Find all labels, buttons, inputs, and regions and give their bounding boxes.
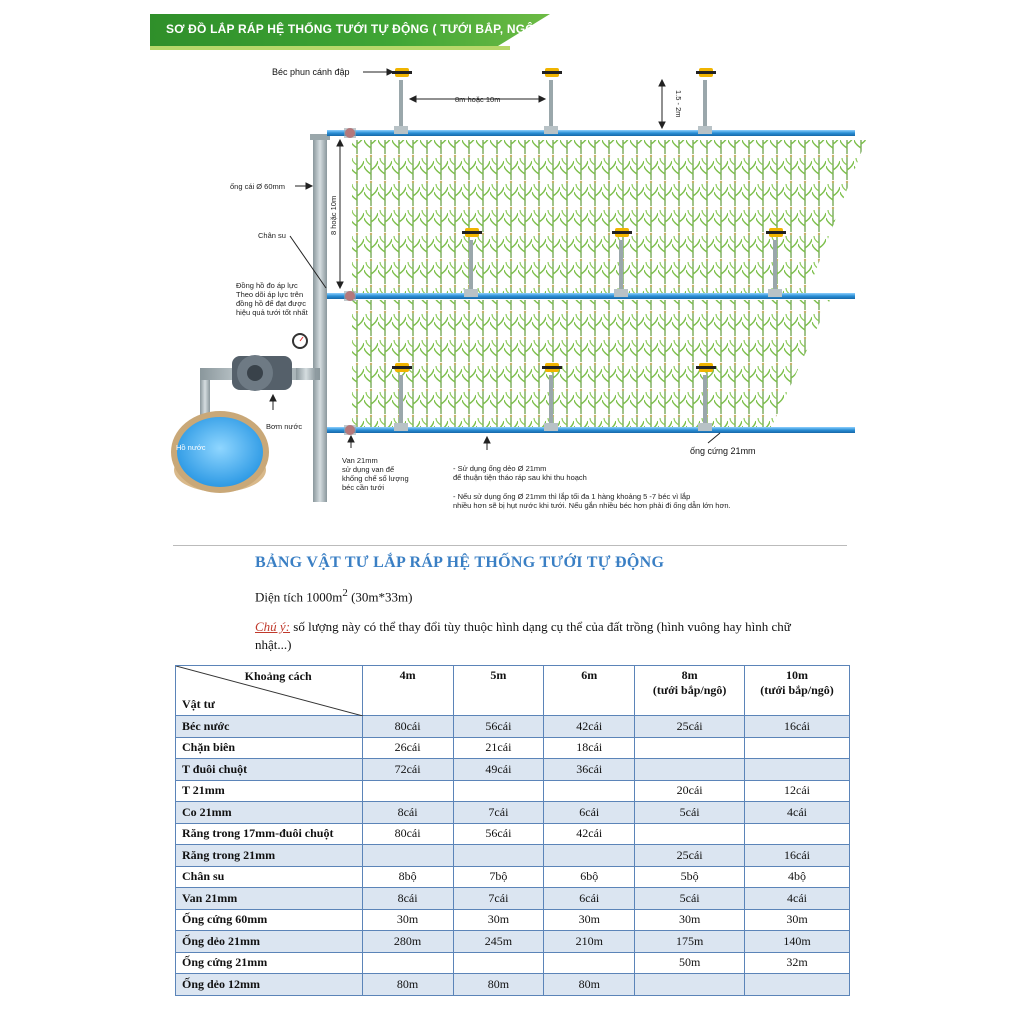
table-cell-value: 4bộ — [745, 866, 850, 888]
table-row — [176, 909, 850, 931]
table-cell-value: 30m — [635, 909, 745, 931]
sprinkler-row-1 — [392, 68, 716, 134]
table-cell-value: 16cái — [745, 845, 850, 867]
table-cell-value: 72cái — [362, 759, 453, 781]
label-spacing: 8m hoặc 10m — [455, 95, 501, 104]
table-cell-value: 140m — [745, 931, 850, 953]
pump-icon — [232, 355, 292, 391]
table-cell-value — [453, 845, 544, 867]
table-cell-value — [635, 737, 745, 759]
table-cell-value: 56cái — [453, 716, 544, 738]
table-cell-value — [745, 759, 850, 781]
corn-field-lower — [352, 300, 830, 430]
table-cell-value: 56cái — [453, 823, 544, 845]
label-height: 1.5 - 2m — [674, 90, 683, 118]
table-cell-value: 42cái — [544, 823, 635, 845]
table-cell-value: 16cái — [745, 716, 850, 738]
table-cell-item: Ống cứng 21mm — [176, 952, 363, 974]
table-cell-value: 36cái — [544, 759, 635, 781]
table-cell-value: 8cái — [362, 802, 453, 824]
table-cell-value: 26cái — [362, 737, 453, 759]
table-cell-item: Ống dẻo 12mm — [176, 974, 363, 996]
label-main-pipe: ống cái Ø 60mm — [230, 182, 286, 191]
label-rigid-pipe: ống cứng 21mm — [690, 446, 756, 456]
area-line — [255, 587, 412, 605]
table-cell-value: 21cái — [453, 737, 544, 759]
table-row — [176, 845, 850, 867]
table-cell-value: 42cái — [544, 716, 635, 738]
table-row — [176, 952, 850, 974]
header-corner-cell — [176, 666, 363, 716]
table-row — [176, 974, 850, 996]
table-cell-value — [453, 952, 544, 974]
table-cell-value: 80cái — [362, 716, 453, 738]
label-note-2a: - Nếu sử dụng ống Ø 21mm thì lắp tối đa 1 hàng khoảng 5 -7 béc vì lắp — [453, 492, 691, 501]
pond-icon — [174, 414, 266, 492]
table-cell-value — [745, 823, 850, 845]
table-cell-item: Răng trong 21mm — [176, 845, 363, 867]
table-cell-value: 4cái — [745, 888, 850, 910]
table-row — [176, 759, 850, 781]
corner-top-label: Khoảng cách — [244, 669, 312, 683]
table-cell-value: 6bộ — [544, 866, 635, 888]
area-suffix: (30m*33m) — [347, 589, 413, 605]
table-cell-value: 80cái — [362, 823, 453, 845]
note-text: số lượng này có thể thay đổi tùy thuộc hình dạng cụ thể của đất trồng (hình vuông hay hình chữ nhật...) — [255, 619, 791, 652]
table-cell-value — [635, 823, 745, 845]
label-row-spacing: 8 hoặc 10m — [329, 195, 338, 235]
table-cell-value: 25cái — [635, 716, 745, 738]
table-cell-value — [453, 780, 544, 802]
table-cell-value: 30m — [362, 909, 453, 931]
column-header-line2: (tưới bắp/ngô) — [652, 683, 727, 697]
table-cell-value: 20cái — [635, 780, 745, 802]
table-cell-value — [635, 974, 745, 996]
table-cell-value: 8bộ — [362, 866, 453, 888]
table-cell-value — [362, 780, 453, 802]
table-cell-value: 210m — [544, 931, 635, 953]
table-cell-value — [362, 952, 453, 974]
table-cell-item: Ống cứng 60mm — [176, 909, 363, 931]
label-valve-2: sử dụng van để — [342, 465, 395, 474]
table-cell-value: 18cái — [544, 737, 635, 759]
table-cell-item: Răng trong 17mm-đuôi chuột — [176, 823, 363, 845]
table-cell-value — [544, 952, 635, 974]
table-cell-value: 32m — [745, 952, 850, 974]
table-header-row — [176, 666, 850, 716]
materials-title: BẢNG VẬT TƯ LẮP RÁP HỆ THỐNG TƯỚI TỰ ĐỘNG — [255, 554, 665, 571]
table-cell-item: Béc nước — [176, 716, 363, 738]
table-cell-value: 8cái — [362, 888, 453, 910]
note-label: Chú ý: — [255, 619, 291, 634]
table-row — [176, 802, 850, 824]
label-note-1b: để thuận tiện tháo ráp sau khi thu hoạch — [453, 473, 587, 482]
table-row — [176, 737, 850, 759]
column-header-line1: 5m — [490, 668, 507, 682]
column-header — [453, 666, 544, 716]
main-pipe — [313, 134, 327, 502]
table-cell-value — [745, 737, 850, 759]
table-row — [176, 716, 850, 738]
section-divider — [173, 545, 847, 546]
table-cell-value: 6cái — [544, 802, 635, 824]
table-row — [176, 823, 850, 845]
column-header — [362, 666, 453, 716]
label-pump: Bơm nước — [266, 422, 303, 431]
table-cell-value — [745, 974, 850, 996]
materials-table — [175, 665, 850, 996]
label-valve-4: béc cần tưới — [342, 483, 385, 492]
label-valve-1: Van 21mm — [342, 456, 378, 465]
table-row — [176, 780, 850, 802]
column-header-line2: (tưới bắp/ngô) — [760, 683, 834, 697]
area-prefix: Diện tích 1000m — [255, 589, 343, 605]
table-cell-item: Ống dẻo 21mm — [176, 931, 363, 953]
label-note-2b: nhiều hơn sẽ bị hụt nước khi tưới. Nếu gắn nhiều béc hơn phải đi ống dẫn lớn hơn. — [453, 501, 731, 510]
column-header — [745, 666, 850, 716]
table-cell-value: 5cái — [635, 888, 745, 910]
table-cell-value: 25cái — [635, 845, 745, 867]
column-header-line1: 10m — [786, 668, 809, 682]
table-cell-value: 80m — [362, 974, 453, 996]
table-cell-value: 6cái — [544, 888, 635, 910]
table-cell-value — [544, 845, 635, 867]
table-cell-value: 280m — [362, 931, 453, 953]
table-cell-item: T 21mm — [176, 780, 363, 802]
label-gauge-3: đồng hồ để đạt được — [236, 299, 306, 308]
column-header — [544, 666, 635, 716]
table-cell-value — [544, 780, 635, 802]
table-cell-value: 50m — [635, 952, 745, 974]
column-header-line1: 8m — [681, 668, 698, 682]
label-pond: Hồ nước — [176, 443, 206, 452]
table-cell-value: 245m — [453, 931, 544, 953]
table-cell-value: 7cái — [453, 888, 544, 910]
table-cell-value — [362, 845, 453, 867]
table-cell-value: 7cái — [453, 802, 544, 824]
table-cell-item: T đuôi chuột — [176, 759, 363, 781]
page-title: SƠ ĐỒ LẮP RÁP HỆ THỐNG TƯỚI TỰ ĐỘNG ( TƯỚI BẮP, NGÔ ) — [166, 22, 543, 36]
table-cell-value: 30m — [453, 909, 544, 931]
label-note-1a: - Sử dụng ống dẻo Ø 21mm — [453, 464, 547, 473]
column-header-line1: 4m — [399, 668, 416, 682]
table-cell-item: Van 21mm — [176, 888, 363, 910]
irrigation-diagram — [0, 50, 1024, 520]
label-sprinkler: Béc phun cánh đập — [272, 67, 350, 77]
label-rubber-foot: Chân su — [258, 231, 286, 240]
table-cell-item: Co 21mm — [176, 802, 363, 824]
table-cell-value: 80m — [544, 974, 635, 996]
table-cell-item: Chân su — [176, 866, 363, 888]
column-header-line1: 6m — [581, 668, 598, 682]
corner-bottom-label: Vật tư — [182, 697, 215, 711]
table-row — [176, 888, 850, 910]
materials-note — [255, 618, 795, 654]
column-header — [635, 666, 745, 716]
label-valve-3: khống chế số lượng — [342, 474, 409, 483]
table-cell-value — [635, 759, 745, 781]
area-sup: 2 — [342, 587, 348, 599]
table-cell-value: 30m — [745, 909, 850, 931]
table-row — [176, 866, 850, 888]
table-cell-value: 5bộ — [635, 866, 745, 888]
label-gauge-2: Theo dõi áp lực trên — [236, 290, 304, 299]
table-cell-value: 175m — [635, 931, 745, 953]
table-body — [176, 716, 850, 996]
label-gauge-4: hiệu quả tưới tốt nhất — [236, 308, 308, 317]
corn-field-upper — [352, 140, 866, 296]
table-cell-value: 5cái — [635, 802, 745, 824]
table-cell-value: 49cái — [453, 759, 544, 781]
table-cell-value: 4cái — [745, 802, 850, 824]
table-cell-value: 7bộ — [453, 866, 544, 888]
table-cell-value: 30m — [544, 909, 635, 931]
table-cell-value: 80m — [453, 974, 544, 996]
table-cell-item: Chặn biên — [176, 737, 363, 759]
table-cell-value: 12cái — [745, 780, 850, 802]
table-row — [176, 931, 850, 953]
label-gauge-1: Đồng hồ đo áp lực — [236, 281, 298, 290]
pressure-gauge-icon — [293, 334, 307, 348]
